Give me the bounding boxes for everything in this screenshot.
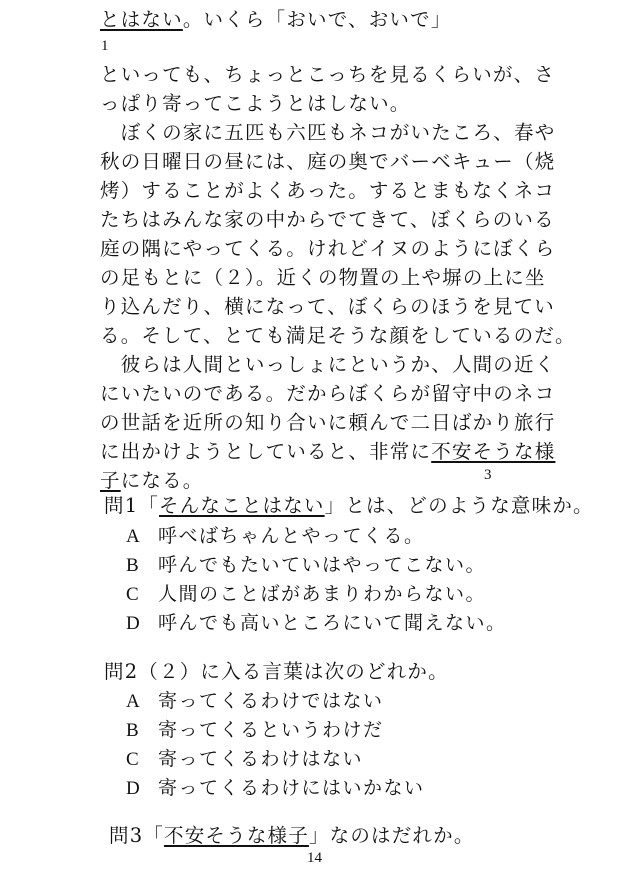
page-number: 14 bbox=[307, 850, 322, 866]
passage-line: ぼくの家に五匹も六匹もネコがいたころ、春や bbox=[100, 121, 556, 144]
q1-option-b: B 呼んでもたいていはやってこない。 bbox=[126, 554, 487, 576]
underlined-phrase-3-end: 子 bbox=[100, 469, 121, 492]
passage-line: の世話を近所の知り合いに頼んで二日ばかり旅行 bbox=[100, 411, 556, 434]
passage-line: といっても、ちょっとこっちを見るくらいが、さ bbox=[100, 63, 556, 86]
q2-option-a: A 寄ってくるわけではない bbox=[126, 690, 384, 712]
passage-line-1: とはない。いくら「おいで、おいで」 bbox=[100, 8, 452, 31]
question-3: 問3「不安そうな様子」なのはだれか。 bbox=[109, 824, 475, 847]
passage-line: り込んだり、横になって、ぼくらのほうを見てい bbox=[100, 295, 556, 318]
reference-marker-1: 1 bbox=[101, 38, 109, 54]
q2-option-b: B 寄ってくるというわけだ bbox=[126, 719, 384, 741]
q1-option-a: A 呼べばちゃんとやってくる。 bbox=[126, 525, 425, 547]
q1-option-d: D 呼んでも高いところにいて聞えない。 bbox=[126, 612, 507, 634]
underlined-phrase-3: 不安そうな様 bbox=[431, 440, 556, 463]
passage-line: たちはみんな家の中からでてきて、ぼくらのいる bbox=[100, 208, 555, 231]
passage-line: 彼らは人間といっしょにというか、人間の近く bbox=[100, 353, 556, 376]
question-1-underlined: そんなことはない bbox=[159, 494, 325, 517]
passage-line: の足もとに（２）。近くの物置の上や塀の上に坐 bbox=[100, 266, 546, 289]
question-2: 問2（２）に入る言葉は次のどれか。 bbox=[104, 660, 449, 683]
passage-line-15: に出かけようとしていると、非常に不安そうな様 bbox=[100, 440, 556, 463]
reference-marker-3: 3 bbox=[484, 467, 492, 483]
question-3-underlined: 不安そうな様子 bbox=[164, 824, 309, 847]
underlined-phrase-1: とはない bbox=[100, 8, 183, 31]
passage-line: にいたいのである。だからぼくらが留守中のネコ bbox=[100, 382, 556, 405]
q1-option-c: C 人間のことばがあまりわからない。 bbox=[126, 583, 487, 605]
q2-option-d: D 寄ってくるわけにはいかない bbox=[126, 777, 425, 799]
passage-line: っぱり寄ってこようとはしない。 bbox=[100, 92, 411, 115]
question-1: 問1「そんなことはない」とは、どのような意味か。 bbox=[104, 494, 594, 517]
passage-line: 秋の日曜日の昼には、庭の奥でバーベキュー（烧 bbox=[100, 150, 556, 173]
q2-option-c: C 寄ってくるわけはない bbox=[126, 748, 364, 770]
passage-line: る。そして、とても満足そうな顔をしているのだ。 bbox=[100, 324, 576, 347]
passage-line: 烤）することがよくあった。するとまもなくネコ bbox=[100, 179, 556, 202]
passage-line: 庭の隅にやってくる。けれどイヌのようにぼくら bbox=[100, 237, 556, 260]
passage-line-16: 子になる。 bbox=[100, 469, 204, 492]
